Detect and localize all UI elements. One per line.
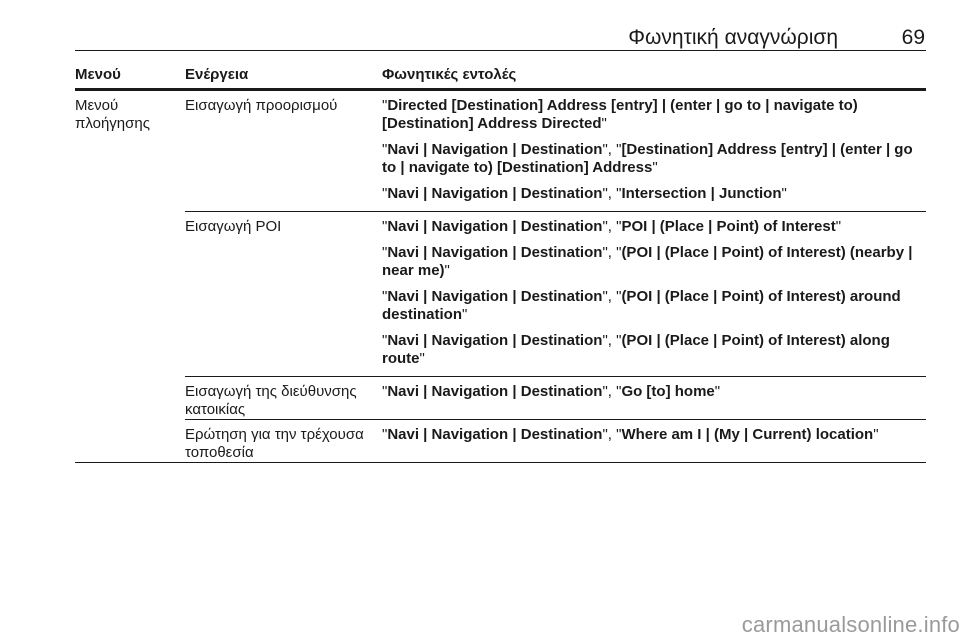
voice-command: "Navi | Navigation | Destination", "Where am I | (My | Current) location" (382, 426, 879, 443)
command-phrase: Intersection | Junction (621, 185, 782, 202)
command-phrase: Navi | Navigation | Destination (387, 244, 603, 261)
command-phrase: (POI | (Place | Point) of Interest) around destination (382, 288, 901, 323)
menu-cell: Μενού πλοήγησης (75, 97, 150, 132)
commands-cell (382, 212, 926, 377)
column-header-menu: Μενού (75, 66, 185, 90)
action-cell: Εισαγωγή POI (185, 212, 382, 377)
command-phrase: POI | (Place | Point) of Interest (621, 218, 836, 235)
action-cell: Ερώτηση για την τρέχουσα τοποθεσία (185, 420, 382, 463)
voice-command: "Navi | Navigation | Destination", "[Destination] Address [entry] | (enter | go to | navigate to) [Destination] Address" (382, 141, 913, 176)
command-phrase: Navi | Navigation | Destination (387, 383, 603, 400)
command-phrase: Directed [Destination] Address [entry] | (enter | go to | navigate to) [Destination] Address Directed (382, 97, 858, 132)
table-row (75, 420, 926, 463)
menu-cell (75, 377, 185, 420)
action-cell: Εισαγωγή της διεύθυνσης κατοικίας (185, 377, 382, 420)
voice-command: "Navi | Navigation | Destination", "(POI | (Place | Point) of Interest) along route" (382, 332, 890, 367)
voice-command: "Navi | Navigation | Destination", "(POI | (Place | Point) of Interest) around destination" (382, 288, 901, 323)
voice-command: "Navi | Navigation | Destination", "(POI | (Place | Point) of Interest) (nearby | near me)" (382, 244, 913, 279)
commands-cell (382, 377, 926, 420)
command-phrase: Go [to] home (621, 383, 715, 400)
table-row (75, 90, 926, 212)
page-header (75, 26, 926, 51)
command-phrase: Where am I | (My | Current) location (621, 426, 874, 443)
table-body (75, 90, 926, 463)
command-phrase: (POI | (Place | Point) of Interest) (nearby | near me) (382, 244, 913, 279)
page-number: 69 (901, 26, 925, 49)
voice-command: "Directed [Destination] Address [entry] | (enter | go to | navigate to) [Destination] Address Directed" (382, 97, 858, 132)
commands-cell (382, 90, 926, 212)
voice-command: "Navi | Navigation | Destination", "POI | (Place | Point) of Interest" (382, 218, 842, 235)
menu-cell (75, 420, 185, 463)
column-header-action: Ενέργεια (185, 66, 382, 90)
table-row (75, 377, 926, 420)
command-phrase: Navi | Navigation | Destination (387, 141, 603, 158)
command-phrase: (POI | (Place | Point) of Interest) along route (382, 332, 890, 367)
commands-cell (382, 420, 926, 463)
watermark: carmanualsonline.info (741, 612, 960, 637)
command-phrase: Navi | Navigation | Destination (387, 332, 603, 349)
command-phrase: [Destination] Address [entry] | (enter | go to | navigate to) [Destination] Address (382, 141, 913, 176)
section-title: Φωνητική αναγνώριση (628, 26, 838, 49)
menu-cell (75, 212, 185, 377)
command-phrase: Navi | Navigation | Destination (387, 218, 603, 235)
command-phrase: Navi | Navigation | Destination (387, 426, 603, 443)
table-header-row (75, 66, 926, 90)
command-phrase: Navi | Navigation | Destination (387, 288, 603, 305)
command-phrase: Navi | Navigation | Destination (387, 185, 603, 202)
voice-command: "Navi | Navigation | Destination", "Intersection | Junction" (382, 185, 787, 202)
column-header-commands: Φωνητικές εντολές (382, 66, 926, 90)
voice-command: "Navi | Navigation | Destination", "Go [to] home" (382, 383, 721, 400)
voice-commands-table (75, 66, 926, 463)
action-cell: Εισαγωγή προορισμού (185, 90, 382, 212)
table-row (75, 212, 926, 377)
